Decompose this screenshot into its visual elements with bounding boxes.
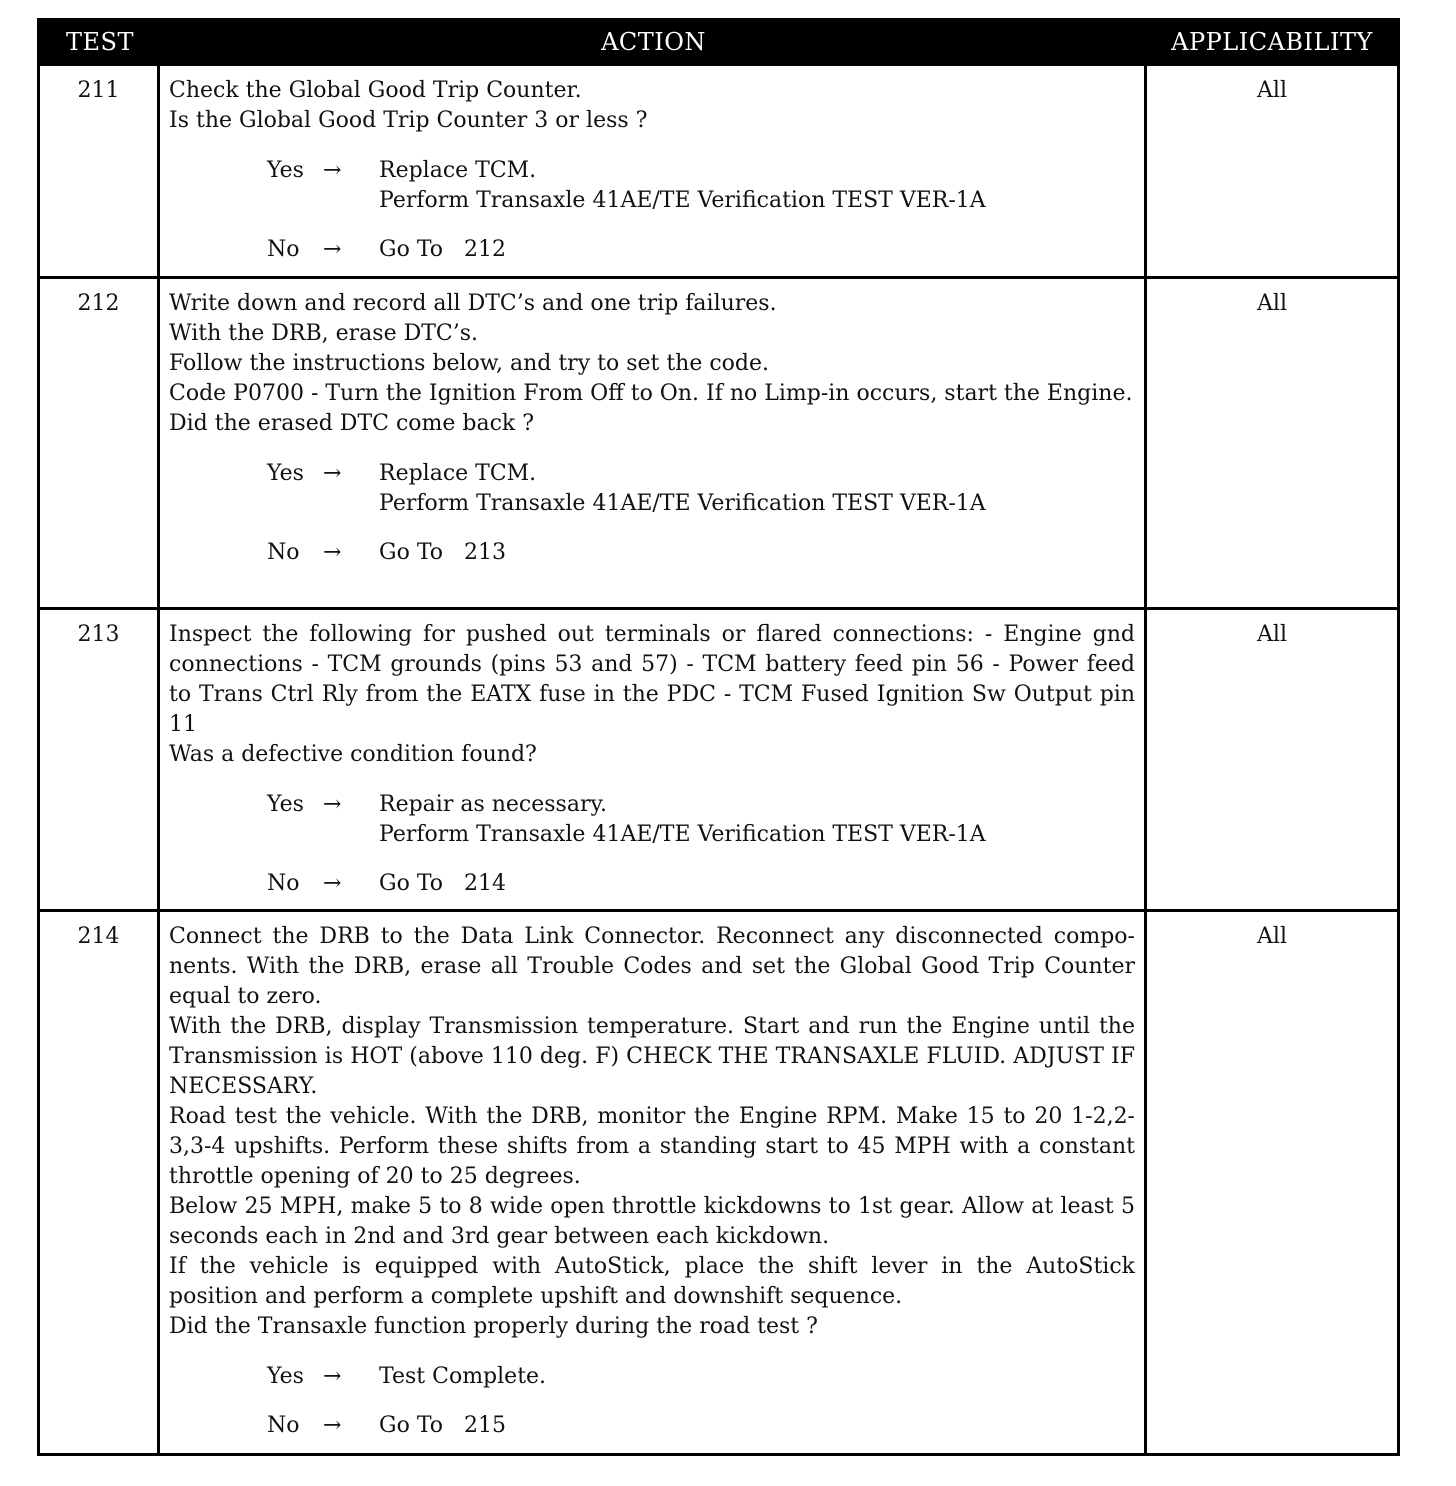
- no-branch: [169, 235, 1135, 265]
- action-line: With the DRB, erase DTC’s.: [169, 321, 479, 346]
- yes-label: Yes: [267, 1364, 304, 1389]
- result-line: Go To 215: [379, 1413, 506, 1438]
- result-line: Perform Transaxle 41AE/TE Verification TEST VER-1A: [379, 491, 986, 516]
- yes-result: [379, 156, 1135, 216]
- result-line: Repair as necessary.: [379, 792, 607, 817]
- test-number: 211: [40, 66, 160, 276]
- result-line: Go To 212: [379, 237, 506, 262]
- no-result: [379, 1411, 1135, 1441]
- action-text: [169, 620, 1135, 770]
- test-number: 214: [40, 912, 160, 1453]
- no-result: [379, 869, 1135, 899]
- arrow-right-icon: →: [323, 540, 342, 565]
- action-cell: [160, 610, 1147, 909]
- result-line: Go To 214: [379, 871, 506, 896]
- applicability: All: [1257, 622, 1287, 647]
- action-text: [169, 76, 1135, 136]
- branches: [169, 1362, 1135, 1441]
- no-label: No: [267, 871, 300, 896]
- branches: [169, 459, 1135, 568]
- yes-result: [379, 459, 1135, 519]
- action-line: Connect the DRB to the Data Link Connector. Reconnect any disconnected compo-nents. With the DRB, erase all Trouble Codes and set the Global Good Trip Counter equal to zero.: [169, 924, 1135, 1009]
- action-text: [169, 289, 1135, 439]
- action-line: Did the Transaxle function properly during the road test ?: [169, 1314, 818, 1339]
- arrow-right-icon: →: [323, 237, 342, 262]
- table-row: [40, 63, 1397, 276]
- branches: [169, 790, 1135, 899]
- yes-branch: [169, 1362, 1135, 1392]
- table-header: [40, 21, 1397, 63]
- result-line: Replace TCM.: [379, 461, 537, 486]
- no-result: [379, 538, 1135, 568]
- header-applicability: APPLICABILITY: [1171, 28, 1373, 56]
- action-line: If the vehicle is equipped with AutoStick, place the shift lever in the AutoStick position and perform a complete upshift and downshift sequence.: [169, 1254, 1135, 1309]
- action-text: [169, 922, 1135, 1342]
- arrow-right-icon: →: [323, 1364, 342, 1389]
- action-line: Below 25 MPH, make 5 to 8 wide open throttle kickdowns to 1st gear. Allow at least 5 seconds each in 2nd and 3rd gear between each kickdown.: [169, 1194, 1135, 1249]
- table-row: [40, 607, 1397, 909]
- yes-label: Yes: [267, 461, 304, 486]
- arrow-right-icon: →: [323, 871, 342, 896]
- action-line: Did the erased DTC come back ?: [169, 411, 535, 436]
- table-body: [40, 63, 1397, 1453]
- action-line: Is the Global Good Trip Counter 3 or less ?: [169, 108, 648, 133]
- result-line: Replace TCM.: [379, 158, 537, 183]
- action-line: Write down and record all DTC’s and one trip failures.: [169, 291, 777, 316]
- action-line: Code P0700 - Turn the Ignition From Off to On. If no Limp-in occurs, start the Engine.: [169, 381, 1133, 406]
- applicability: All: [1257, 78, 1287, 103]
- no-result: [379, 235, 1135, 265]
- yes-branch: [169, 156, 1135, 216]
- result-line: Test Complete.: [379, 1364, 547, 1389]
- no-branch: [169, 1411, 1135, 1441]
- header-action: ACTION: [601, 28, 706, 56]
- test-number: 213: [40, 610, 160, 909]
- diagnostic-table: [37, 18, 1400, 1456]
- arrow-right-icon: →: [323, 158, 342, 183]
- no-branch: [169, 538, 1135, 568]
- action-cell: [160, 912, 1147, 1453]
- yes-branch: [169, 790, 1135, 850]
- action-line: Was a defective condition found?: [169, 742, 537, 767]
- applicability: All: [1257, 291, 1287, 316]
- arrow-right-icon: →: [323, 1413, 342, 1438]
- action-line: Inspect the following for pushed out terminals or flared connections: - Engine gnd connections - TCM grounds (pins 53 and 57) - TCM battery feed pin 56 - Power feed to Trans Ctrl Rly from the EATX fuse in the PDC - TCM Fused Ignition Sw Output pin 11: [169, 622, 1135, 737]
- yes-result: [379, 790, 1135, 850]
- yes-label: Yes: [267, 158, 304, 183]
- no-label: No: [267, 237, 300, 262]
- result-line: Perform Transaxle 41AE/TE Verification TEST VER-1A: [379, 188, 986, 213]
- table-row: [40, 276, 1397, 607]
- action-line: Check the Global Good Trip Counter.: [169, 78, 582, 103]
- no-label: No: [267, 540, 300, 565]
- table-row: [40, 909, 1397, 1453]
- yes-branch: [169, 459, 1135, 519]
- yes-label: Yes: [267, 792, 304, 817]
- result-line: Go To 213: [379, 540, 506, 565]
- no-branch: [169, 869, 1135, 899]
- test-number: 212: [40, 279, 160, 607]
- action-line: Road test the vehicle. With the DRB, monitor the Engine RPM. Make 15 to 20 1-2,2-3,3-4 upshifts. Perform these shifts from a standing start to 45 MPH with a constant throttle opening of 20 to 25 degrees.: [169, 1104, 1135, 1189]
- action-cell: [160, 279, 1147, 607]
- action-line: Follow the instructions below, and try to set the code.: [169, 351, 770, 376]
- header-test: TEST: [66, 28, 134, 56]
- arrow-right-icon: →: [323, 461, 342, 486]
- result-line: Perform Transaxle 41AE/TE Verification TEST VER-1A: [379, 822, 986, 847]
- applicability: All: [1257, 924, 1287, 949]
- branches: [169, 156, 1135, 265]
- no-label: No: [267, 1413, 300, 1438]
- action-cell: [160, 66, 1147, 276]
- arrow-right-icon: →: [323, 792, 342, 817]
- yes-result: [379, 1362, 1135, 1392]
- action-line: With the DRB, display Transmission temperature. Start and run the Engine until the Transmission is HOT (above 110 deg. F) CHECK THE TRANSAXLE FLUID. ADJUST IF NECESSARY.: [169, 1014, 1135, 1099]
